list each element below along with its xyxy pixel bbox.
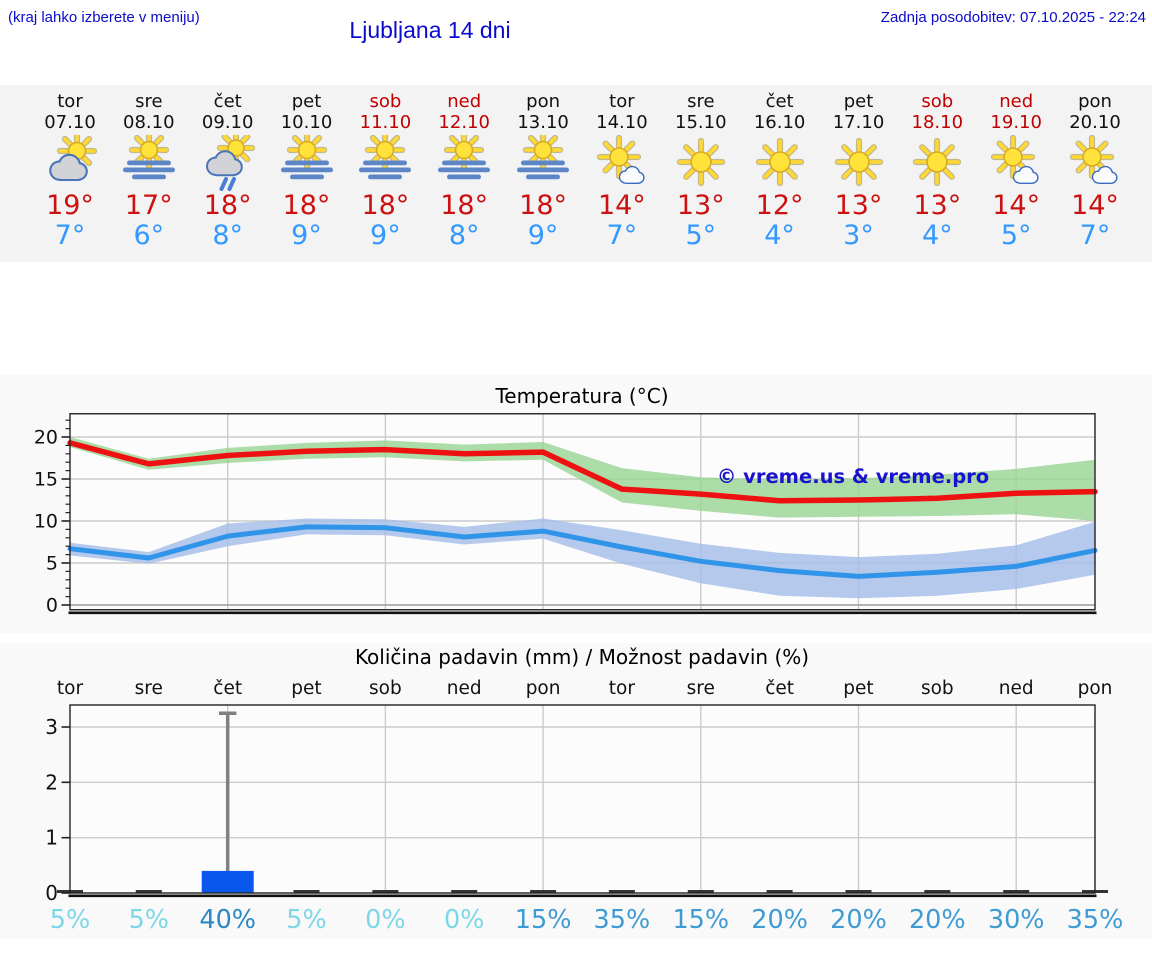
forecast-day-column <box>740 91 820 251</box>
temp-ytick-label: 10 <box>33 510 58 533</box>
precip-probability-label: 5% <box>49 905 91 935</box>
precip-probability-label: 15% <box>514 905 572 935</box>
day-low-temp: 3° <box>843 220 874 251</box>
day-name: sob <box>369 91 402 112</box>
forecast-day-column <box>30 91 110 251</box>
precip-probability-label: 15% <box>672 905 730 935</box>
precip-day-label: čet <box>765 678 795 699</box>
sun-small-cloud-icon <box>582 135 662 191</box>
precipitation-chart <box>0 672 1152 942</box>
temp-ytick-label: 20 <box>33 426 58 449</box>
sun-rain-icon <box>188 135 268 191</box>
forecast-day-column <box>661 91 741 251</box>
precip-ytick-label: 3 <box>45 715 58 739</box>
sun-fog-icon <box>109 135 189 191</box>
precip-day-label: tor <box>608 678 635 699</box>
day-low-temp: 9° <box>291 220 322 251</box>
forecast-day-column <box>819 91 899 251</box>
day-low-temp: 7° <box>606 220 638 251</box>
day-low-temp: 4° <box>921 220 953 251</box>
day-high-temp: 17° <box>124 190 173 221</box>
forecast-day-column <box>188 91 268 251</box>
day-date: 18.10 <box>911 112 964 133</box>
day-low-temp: 9° <box>370 220 401 251</box>
day-date: 14.10 <box>596 112 648 133</box>
precipitation-chart-title: Količina padavin (mm) / Možnost padavin (%) <box>354 645 810 669</box>
sun-small-cloud-icon <box>1055 135 1135 191</box>
day-high-temp: 18° <box>203 190 252 221</box>
forecast-day-column <box>1055 91 1135 251</box>
day-date: 10.10 <box>280 112 333 133</box>
precip-day-label: ned <box>446 678 482 699</box>
day-low-temp: 8° <box>212 220 244 251</box>
day-high-temp: 18° <box>282 190 331 221</box>
precip-day-label: pon <box>525 678 561 699</box>
forecast-day-column <box>267 91 347 251</box>
temp-ytick-label: 5 <box>45 552 58 575</box>
day-date: 17.10 <box>832 112 885 133</box>
forecast-day-column <box>897 91 977 251</box>
precip-day-label: sre <box>134 678 163 699</box>
day-low-temp: 9° <box>527 220 559 251</box>
sun-fog-icon <box>503 135 583 191</box>
day-low-temp: 6° <box>133 220 165 251</box>
sun-icon <box>819 135 899 191</box>
day-date: 19.10 <box>990 112 1042 133</box>
forecast-day-column <box>345 91 425 251</box>
precip-day-label: sre <box>686 678 715 699</box>
day-high-temp: 13° <box>676 190 725 221</box>
day-high-temp: 18° <box>361 190 410 221</box>
sun-icon <box>740 135 820 191</box>
precip-probability-label: 5% <box>286 905 327 935</box>
precip-probability-label: 30% <box>987 905 1045 935</box>
day-date: 07.10 <box>44 112 96 133</box>
day-name: čet <box>213 91 242 112</box>
precip-ytick-label: 0 <box>45 881 58 905</box>
last-update-text: Zadnja posodobitev: 07.10.2025 - 22:24 <box>880 9 1146 26</box>
day-high-temp: 18° <box>519 190 568 221</box>
temperature-chart-title: Temperatura (°C) <box>495 384 669 408</box>
day-date: 09.10 <box>201 112 254 133</box>
precip-ytick-label: 1 <box>45 825 58 850</box>
precip-ytick-label: 2 <box>45 770 58 795</box>
forecast-strip <box>0 85 1152 262</box>
day-date: 12.10 <box>438 112 490 133</box>
day-name: pet <box>843 91 874 112</box>
day-low-temp: 5° <box>685 220 717 251</box>
sun-fog-icon <box>345 135 425 191</box>
day-name: čet <box>765 91 794 112</box>
day-name: tor <box>609 91 635 112</box>
forecast-day-column <box>503 91 583 251</box>
day-name: pet <box>291 91 322 112</box>
precip-day-label: ned <box>998 678 1034 699</box>
day-name: sre <box>135 91 163 112</box>
forecast-day-column <box>582 91 662 251</box>
precip-plot-area <box>70 705 1095 893</box>
day-date: 16.10 <box>753 112 806 133</box>
precip-day-label: pon <box>1077 678 1113 699</box>
sun-cloud-icon <box>30 135 110 191</box>
day-name: sre <box>687 91 715 112</box>
watermark-link[interactable]: © vreme.us & vreme.pro <box>716 465 990 488</box>
sun-fog-icon <box>267 135 347 191</box>
day-name: ned <box>447 91 482 112</box>
precip-day-label: pet <box>291 678 322 699</box>
day-name: ned <box>999 91 1034 112</box>
sun-icon <box>661 135 741 191</box>
sun-fog-icon <box>424 135 504 191</box>
precip-day-label: sob <box>369 678 402 699</box>
day-name: pon <box>526 91 561 112</box>
day-high-temp: 14° <box>992 190 1041 221</box>
temp-ytick-label: 0 <box>45 594 58 617</box>
precip-probability-label: 40% <box>199 905 257 935</box>
day-date: 11.10 <box>359 112 412 133</box>
sun-small-cloud-icon <box>976 135 1056 191</box>
precip-probability-label: 35% <box>593 905 651 935</box>
day-low-temp: 8° <box>448 220 480 251</box>
day-low-temp: 5° <box>1000 220 1032 251</box>
precip-probability-label: 5% <box>128 905 170 935</box>
precip-probability-label: 20% <box>830 905 887 935</box>
forecast-day-column <box>976 91 1056 251</box>
menu-hint-text: (kraj lahko izberete v meniju) <box>8 9 200 26</box>
day-date: 15.10 <box>675 112 727 133</box>
day-high-temp: 13° <box>913 190 962 221</box>
temp-ytick-label: 15 <box>33 468 58 491</box>
page-title: Ljubljana 14 dni <box>349 17 511 43</box>
day-high-temp: 13° <box>834 190 883 221</box>
temperature-chart <box>0 413 1152 639</box>
day-name: pon <box>1078 91 1112 112</box>
sun-icon <box>897 135 977 191</box>
precip-probability-label: 35% <box>1066 905 1124 935</box>
day-low-temp: 7° <box>54 220 86 251</box>
day-date: 08.10 <box>123 112 175 133</box>
day-high-temp: 19° <box>46 190 94 221</box>
precipitation-chart-section <box>0 643 1152 939</box>
day-high-temp: 18° <box>440 190 489 221</box>
day-high-temp: 14° <box>597 190 646 221</box>
precip-bar <box>202 871 254 893</box>
precip-probability-label: 20% <box>751 905 808 935</box>
precip-day-label: čet <box>213 678 243 699</box>
precip-day-label: tor <box>56 678 84 699</box>
forecast-day-column <box>109 91 189 251</box>
day-low-temp: 4° <box>764 220 795 251</box>
precip-day-label: sob <box>920 678 954 699</box>
day-high-temp: 14° <box>1071 190 1119 221</box>
day-date: 20.10 <box>1069 112 1121 133</box>
day-name: tor <box>57 91 83 112</box>
temperature-chart-section <box>0 375 1152 633</box>
day-name: sob <box>921 91 954 112</box>
precip-probability-label: 0% <box>443 905 485 935</box>
precip-day-label: pet <box>843 678 874 699</box>
precip-probability-label: 20% <box>908 905 966 935</box>
day-low-temp: 7° <box>1079 220 1111 251</box>
forecast-day-column <box>424 91 504 251</box>
precip-probability-label: 0% <box>365 905 406 935</box>
day-high-temp: 12° <box>755 190 804 221</box>
day-date: 13.10 <box>517 112 569 133</box>
